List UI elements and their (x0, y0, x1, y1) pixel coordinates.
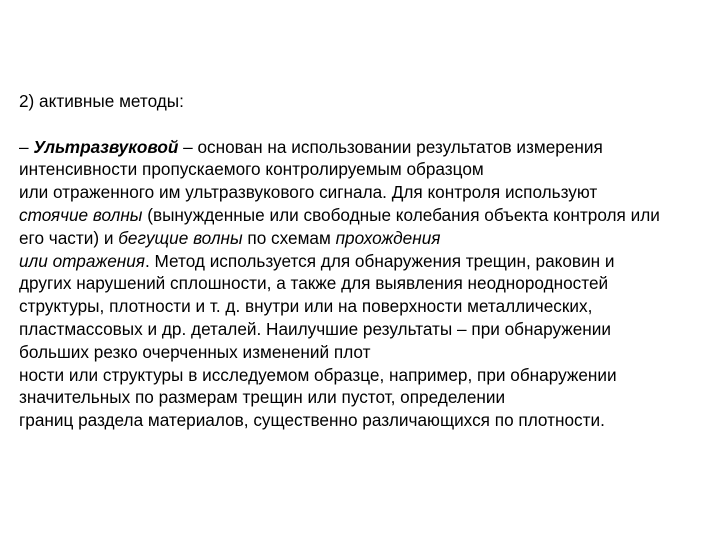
text-line-10: больших резко очерченных изменений плот (19, 341, 371, 362)
text-line-5 (19, 227, 709, 250)
text-fragment: (вынужденные или свободные колебания объекта контроля или (142, 204, 660, 225)
text-line-6 (19, 250, 709, 273)
method-term-ultrasonic: Ультразвуковой (33, 136, 179, 157)
text-line-8: структуры, плотности и т. д. внутри или на поверхности металлических, (19, 296, 593, 317)
term-transmission: прохождения (335, 227, 441, 248)
text-fragment: . Метод используется для обнаружения трещин, раковин и (144, 250, 615, 271)
text-line-12: значительных по размерам трещин или пустот, определении (19, 387, 506, 408)
dash: – (19, 136, 34, 157)
blank-line (19, 113, 709, 136)
text-line-9: пластмассовых и др. деталей. Наилучшие результаты – при обнаружении (19, 318, 611, 339)
term-reflection: или отражения (19, 250, 145, 271)
text-line-11: ности или структуры в исследуемом образце, например, при обнаружении (19, 364, 617, 385)
slide-text-body (19, 90, 709, 432)
term-standing-waves: стоячие волны (19, 204, 143, 225)
text-fragment: его части) и (19, 227, 119, 248)
term-traveling-waves: бегущие волны (118, 227, 243, 248)
text-fragment: – основан на использовании результатов измерения (178, 136, 603, 157)
section-heading: 2) активные методы: (19, 91, 184, 111)
text-line-2: интенсивности пропускаемого контролируемым образцом (19, 159, 484, 180)
text-line-1 (19, 136, 709, 159)
text-line-3: или отраженного им ультразвукового сигнала. Для контроля используют (19, 182, 598, 203)
text-line-13: границ раздела материалов, существенно различающихся по плотности. (19, 410, 605, 431)
text-fragment: по схемам (242, 227, 336, 248)
text-line-4 (19, 204, 709, 227)
text-line-7: других нарушений сплошности, а также для выявления неоднородностей (19, 273, 609, 294)
